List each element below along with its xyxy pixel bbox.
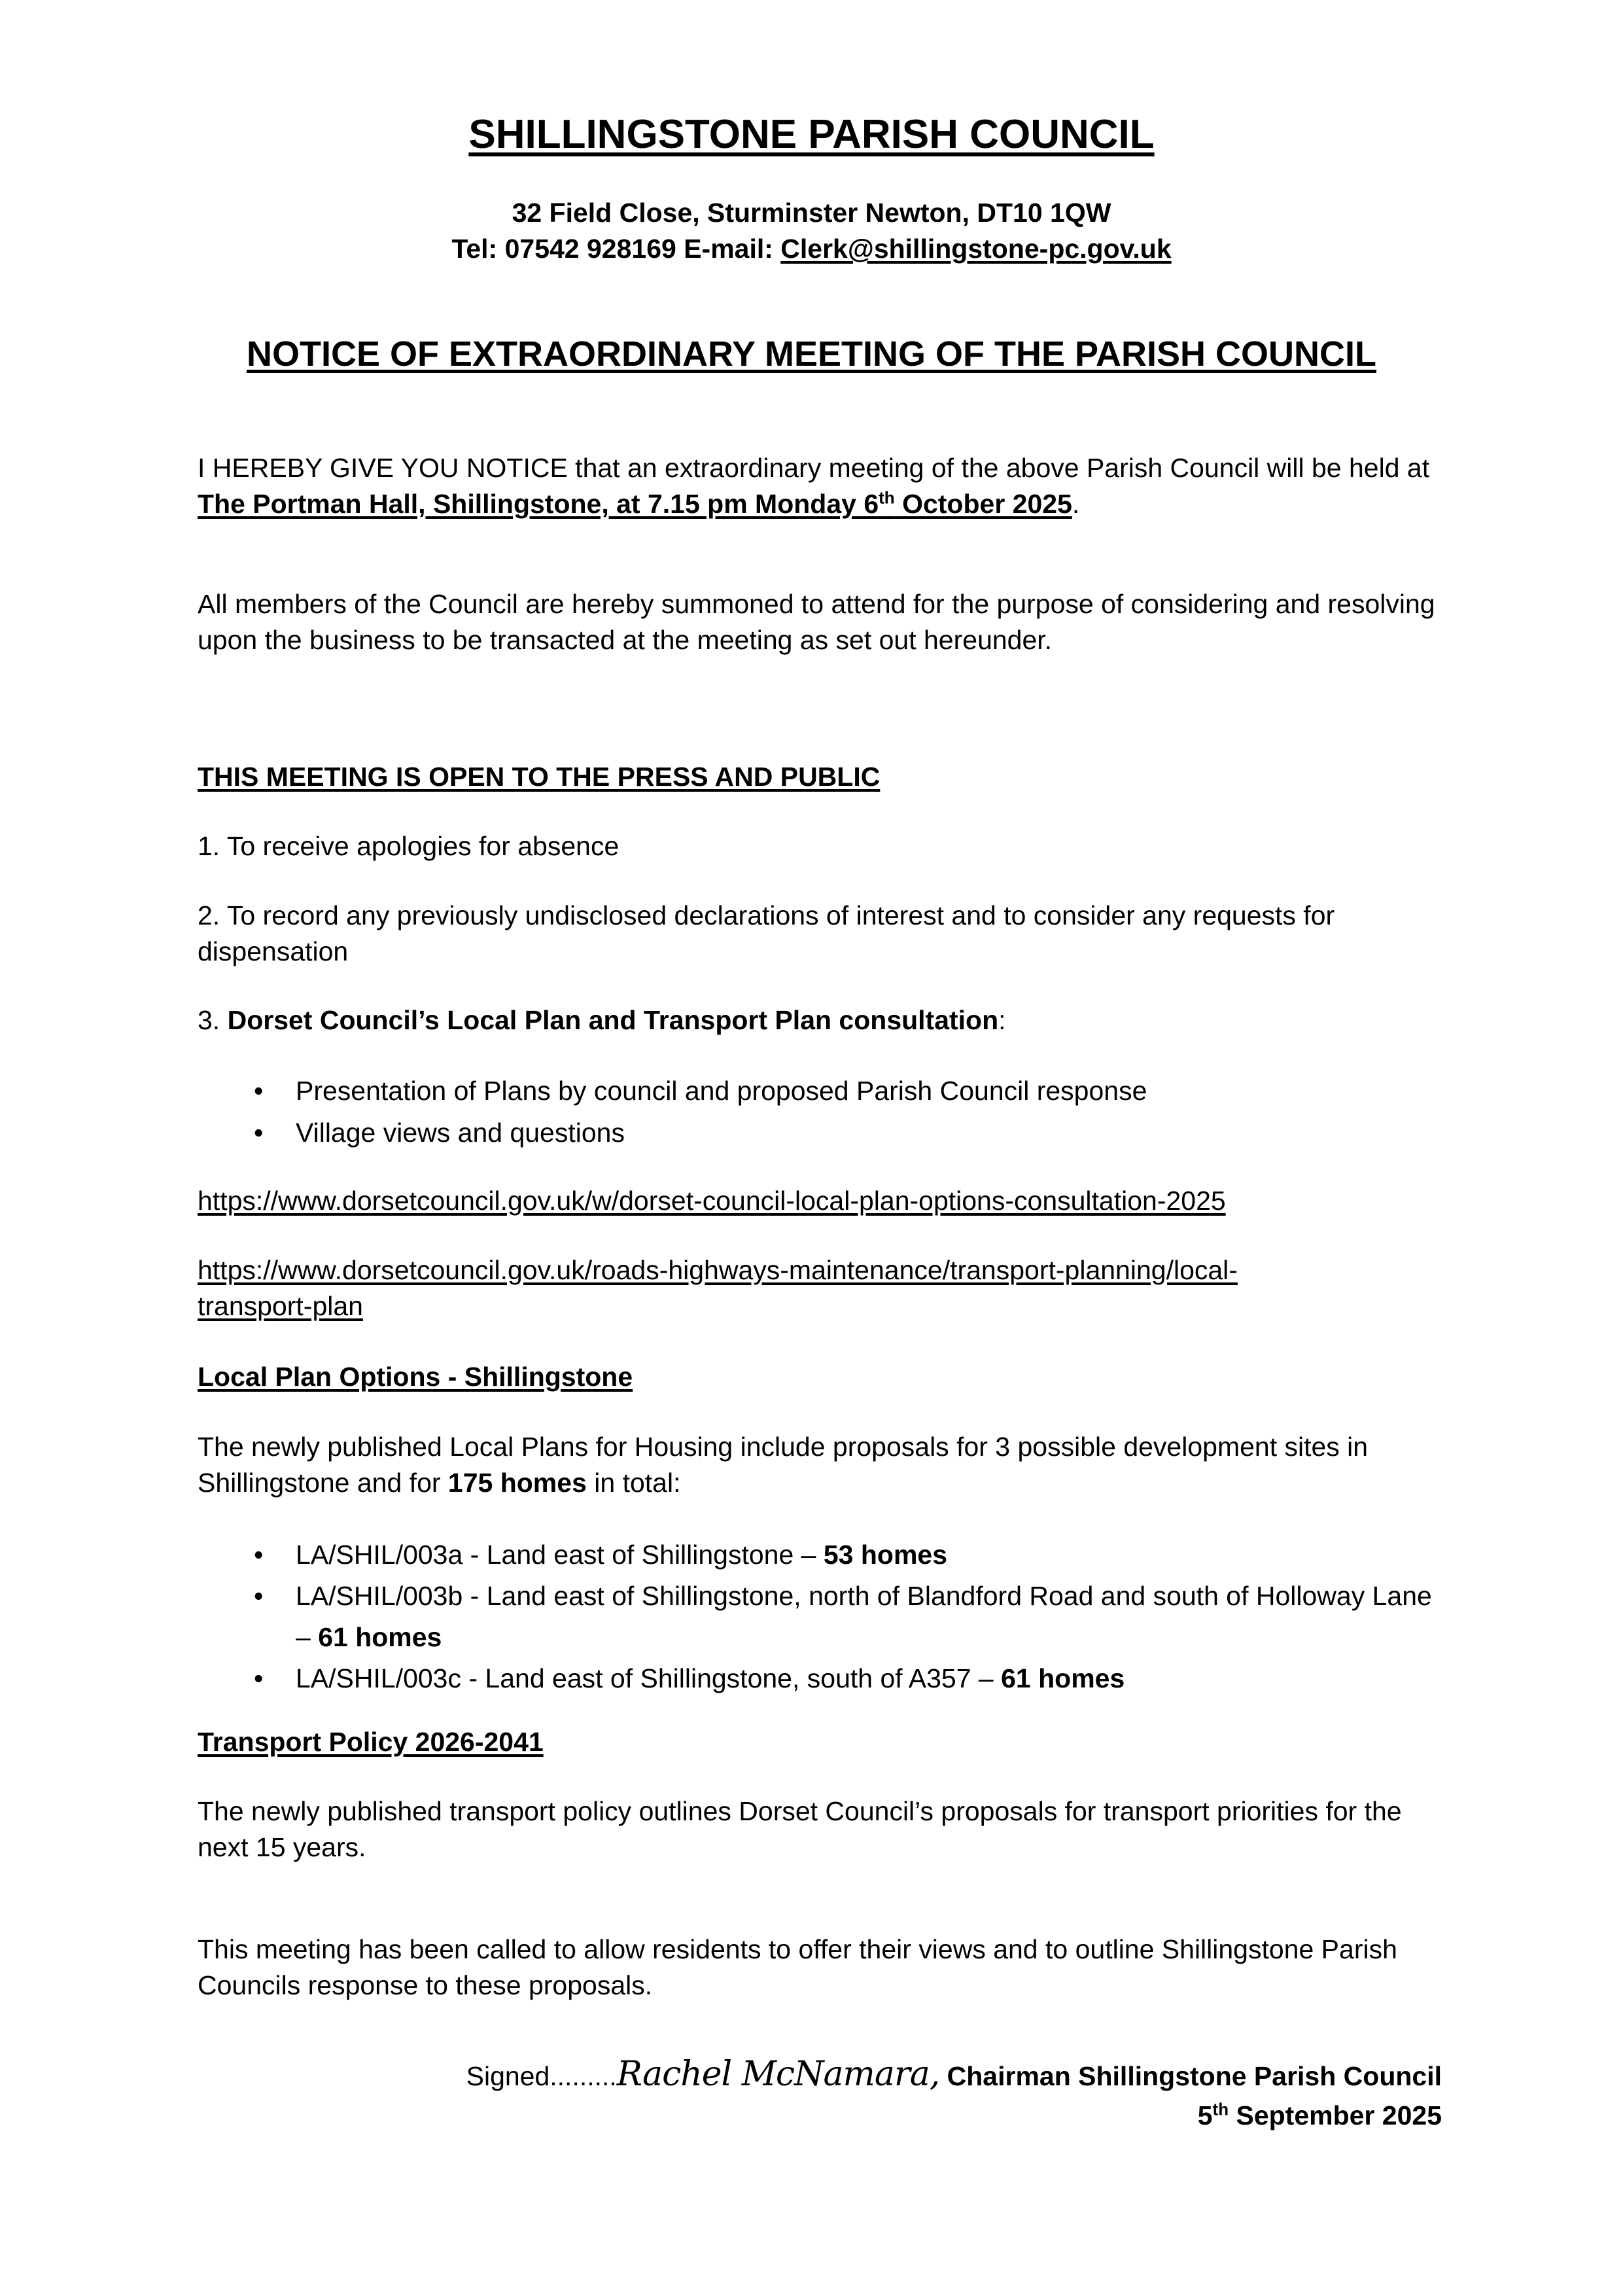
transport-plan-link-part2[interactable]: transport-plan [198, 1291, 363, 1321]
agenda-item-1: 1. To receive apologies for absence [198, 831, 620, 861]
open-meeting-heading: THIS MEETING IS OPEN TO THE PRESS AND PUBLIC [198, 762, 881, 792]
notice-title: NOTICE OF EXTRAORDINARY MEETING OF THE PARISH COUNCIL [246, 334, 1377, 374]
transport-policy-heading: Transport Policy 2026-2041 [198, 1727, 544, 1757]
tel-label: Tel: 07542 928169 E-mail: [451, 234, 781, 264]
local-plan-paragraph: The newly published Local Plans for Housing include proposals for 3 possible development sites in Shillingstone and for 175 homes in total: [198, 1432, 1369, 1498]
signatory-title: Chairman Shillingstone Parish Council [939, 2061, 1442, 2091]
local-plan-link-paragraph [198, 1183, 1440, 1219]
summons-paragraph: All members of the Council are hereby summoned to attend for the purpose of considering and resolving upon the business to be transacted at the meeting as set out hereunder. [198, 589, 1435, 655]
bullet-icon: • [254, 1663, 264, 1693]
contact-line [0, 231, 1623, 267]
transport-plan-link-part1[interactable]: https://www.dorsetcouncil.gov.uk/roads-highways-maintenance/transport-planning/local- [198, 1255, 1238, 1285]
list-item: • Village views and questions [198, 1115, 1440, 1151]
council-address: 32 Field Close, Sturminster Newton, DT10 1QW [512, 198, 1111, 228]
closing-paragraph: This meeting has been called to allow residents to offer their views and to outline Shillingstone Parish Councils response to these proposals. [198, 1934, 1397, 2000]
local-plan-link[interactable]: https://www.dorsetcouncil.gov.uk/w/dorset-council-local-plan-options-consultation-2025 [198, 1186, 1226, 1216]
bullet-icon: • [254, 1581, 264, 1611]
bullet-icon: • [254, 1118, 264, 1148]
bullet-icon: • [254, 1076, 264, 1106]
signature-date: 5th September 2025 [1197, 2099, 1442, 2130]
intro-paragraph: I HEREBY GIVE YOU NOTICE that an extraordinary meeting of the above Parish Council will be held at The Portman Hall, Shillingstone, at 7.15 pm Monday 6th October 2025. [198, 453, 1430, 519]
intro-text: I HEREBY GIVE YOU NOTICE that an extraordinary meeting of the above Parish Council will be held at [198, 453, 1430, 483]
site-list [198, 1534, 1440, 1699]
email-link[interactable]: Clerk@shillingstone-pc.gov.uk [780, 234, 1172, 264]
signed-label: Signed......... [466, 2061, 617, 2091]
signature-line [466, 2055, 1442, 2094]
bullet-icon: • [254, 1540, 264, 1570]
transport-policy-paragraph: The newly published transport policy outlines Dorset Council’s proposals for transport priorities for the next 15 years. [198, 1796, 1402, 1862]
local-plan-heading: Local Plan Options - Shillingstone [198, 1362, 633, 1392]
item3-bullet-list [198, 1073, 1440, 1151]
agenda-item-2: 2. To record any previously undisclosed declarations of interest and to consider any requests for dispensation [198, 900, 1335, 966]
list-item: • LA/SHIL/003b - Land east of Shillingstone, north of Blandford Road and south of Holloway Lane – 61 homes [198, 1576, 1440, 1658]
agenda-item-3: 3. Dorset Council’s Local Plan and Transport Plan consultation: [198, 1005, 1006, 1035]
council-name: SHILLINGSTONE PARISH COUNCIL [468, 112, 1155, 157]
transport-plan-link-paragraph [198, 1252, 1440, 1324]
list-item: • LA/SHIL/003c - Land east of Shillingstone, south of A357 – 61 homes [198, 1658, 1440, 1699]
meeting-venue: The Portman Hall, Shillingstone, at 7.15 pm Monday 6th October 2025 [198, 487, 1072, 519]
list-item: • Presentation of Plans by council and proposed Parish Council response [198, 1073, 1440, 1109]
signature-name: Rachel McNamara, [616, 2055, 940, 2094]
list-item: • LA/SHIL/003a - Land east of Shillingstone – 53 homes [198, 1534, 1440, 1576]
